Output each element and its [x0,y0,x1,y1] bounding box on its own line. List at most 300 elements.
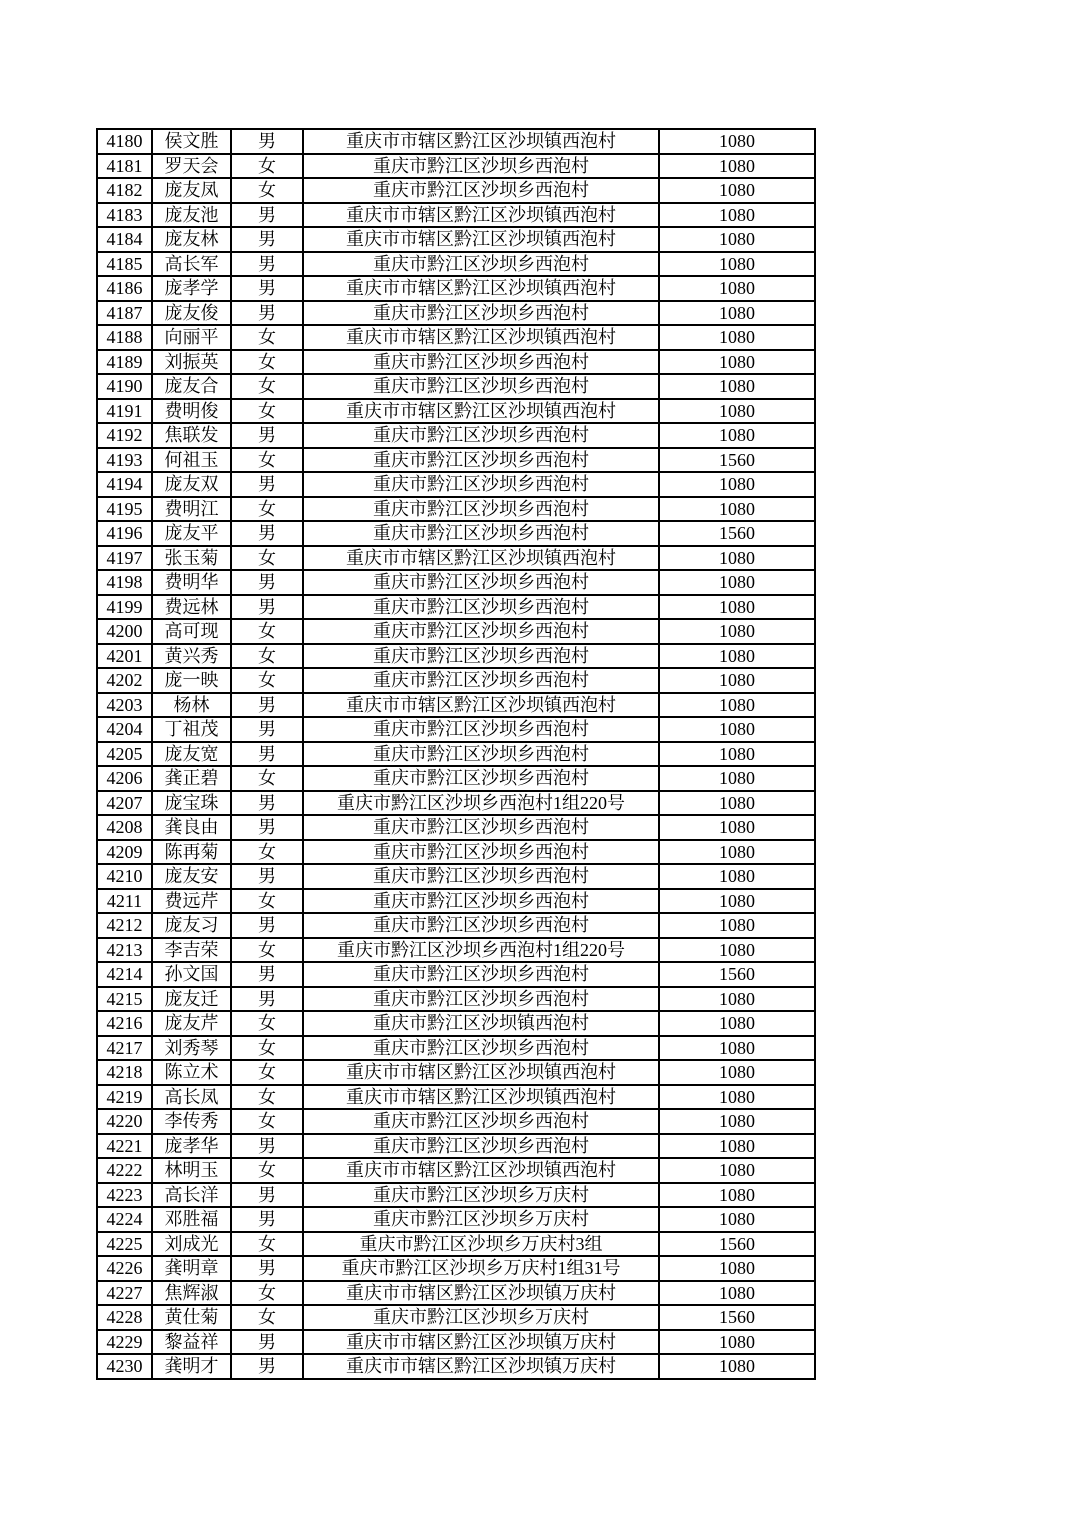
cell-address: 重庆市市辖区黔江区沙坝镇西泡村 [303,1085,659,1110]
table-row [97,252,815,277]
cell-amount: 1080 [659,913,815,938]
cell-gender: 男 [231,791,303,816]
table-row [97,1232,815,1257]
cell-name: 陈立术 [152,1060,231,1085]
cell-address: 重庆市市辖区黔江区沙坝镇西泡村 [303,693,659,718]
cell-serial: 4191 [97,399,152,424]
cell-serial: 4216 [97,1011,152,1036]
cell-gender: 男 [231,693,303,718]
cell-name: 庞友合 [152,374,231,399]
table-row [97,399,815,424]
table-row [97,668,815,693]
cell-gender: 男 [231,1354,303,1379]
cell-address: 重庆市黔江区沙坝乡西泡村 [303,570,659,595]
cell-amount: 1080 [659,1330,815,1355]
cell-gender: 女 [231,619,303,644]
cell-amount: 1080 [659,1158,815,1183]
cell-serial: 4196 [97,521,152,546]
cell-serial: 4221 [97,1134,152,1159]
cell-amount: 1080 [659,350,815,375]
cell-gender: 男 [231,301,303,326]
cell-amount: 1080 [659,693,815,718]
cell-serial: 4183 [97,203,152,228]
cell-serial: 4218 [97,1060,152,1085]
cell-amount: 1080 [659,791,815,816]
cell-serial: 4217 [97,1036,152,1061]
cell-amount: 1080 [659,987,815,1012]
cell-name: 丁祖茂 [152,717,231,742]
cell-serial: 4194 [97,472,152,497]
cell-serial: 4182 [97,178,152,203]
cell-amount: 1080 [659,472,815,497]
cell-serial: 4204 [97,717,152,742]
cell-serial: 4209 [97,840,152,865]
cell-gender: 女 [231,154,303,179]
cell-serial: 4184 [97,227,152,252]
cell-address: 重庆市市辖区黔江区沙坝镇万庆村 [303,1281,659,1306]
cell-name: 罗天会 [152,154,231,179]
cell-gender: 女 [231,178,303,203]
cell-name: 黄兴秀 [152,644,231,669]
cell-serial: 4186 [97,276,152,301]
table-row [97,595,815,620]
cell-serial: 4202 [97,668,152,693]
cell-amount: 1080 [659,864,815,889]
table-row [97,546,815,571]
cell-serial: 4185 [97,252,152,277]
cell-address: 重庆市黔江区沙坝乡西泡村 [303,497,659,522]
table-row [97,987,815,1012]
table-row [97,1183,815,1208]
cell-name: 庞友双 [152,472,231,497]
cell-gender: 男 [231,227,303,252]
cell-gender: 男 [231,864,303,889]
cell-amount: 1080 [659,668,815,693]
cell-address: 重庆市市辖区黔江区沙坝镇西泡村 [303,227,659,252]
cell-address: 重庆市黔江区沙坝乡西泡村 [303,595,659,620]
cell-gender: 女 [231,1085,303,1110]
table-row [97,962,815,987]
table-row [97,1060,815,1085]
cell-serial: 4226 [97,1256,152,1281]
cell-name: 庞友芹 [152,1011,231,1036]
table-row [97,1256,815,1281]
cell-serial: 4189 [97,350,152,375]
cell-address: 重庆市黔江区沙坝乡万庆村 [303,1207,659,1232]
cell-amount: 1560 [659,448,815,473]
cell-name: 龚明才 [152,1354,231,1379]
cell-gender: 女 [231,448,303,473]
cell-address: 重庆市黔江区沙坝乡西泡村 [303,766,659,791]
cell-address: 重庆市黔江区沙坝乡西泡村1组220号 [303,938,659,963]
cell-gender: 男 [231,1183,303,1208]
table-row [97,448,815,473]
cell-name: 高长军 [152,252,231,277]
cell-gender: 女 [231,546,303,571]
cell-serial: 4201 [97,644,152,669]
cell-name: 刘成光 [152,1232,231,1257]
cell-amount: 1080 [659,325,815,350]
cell-amount: 1080 [659,546,815,571]
cell-address: 重庆市黔江区沙坝乡西泡村 [303,913,659,938]
cell-gender: 男 [231,129,303,154]
cell-address: 重庆市市辖区黔江区沙坝镇万庆村 [303,1354,659,1379]
cell-name: 庞友池 [152,203,231,228]
table-row [97,1036,815,1061]
cell-address: 重庆市黔江区沙坝乡西泡村 [303,350,659,375]
cell-amount: 1080 [659,1085,815,1110]
cell-gender: 男 [231,521,303,546]
table-row [97,423,815,448]
cell-gender: 女 [231,840,303,865]
cell-gender: 男 [231,570,303,595]
cell-name: 刘秀琴 [152,1036,231,1061]
cell-amount: 1560 [659,521,815,546]
cell-serial: 4205 [97,742,152,767]
cell-address: 重庆市黔江区沙坝乡西泡村 [303,423,659,448]
cell-address: 重庆市黔江区沙坝乡西泡村 [303,864,659,889]
cell-name: 向丽平 [152,325,231,350]
table-row [97,791,815,816]
cell-gender: 女 [231,497,303,522]
cell-name: 焦辉淑 [152,1281,231,1306]
cell-name: 邓胜福 [152,1207,231,1232]
cell-gender: 女 [231,766,303,791]
cell-address: 重庆市市辖区黔江区沙坝镇西泡村 [303,276,659,301]
table-row [97,374,815,399]
cell-address: 重庆市黔江区沙坝乡西泡村 [303,448,659,473]
table-row [97,1109,815,1134]
cell-serial: 4188 [97,325,152,350]
cell-address: 重庆市黔江区沙坝乡西泡村 [303,962,659,987]
cell-address: 重庆市黔江区沙坝乡西泡村 [303,154,659,179]
cell-name: 费远芹 [152,889,231,914]
table-row [97,570,815,595]
cell-amount: 1080 [659,374,815,399]
table-row [97,1281,815,1306]
beneficiary-table [96,128,816,1380]
cell-address: 重庆市黔江区沙坝乡西泡村 [303,742,659,767]
table-row [97,325,815,350]
cell-amount: 1080 [659,595,815,620]
cell-name: 龚正碧 [152,766,231,791]
cell-address: 重庆市市辖区黔江区沙坝镇西泡村 [303,399,659,424]
table-row [97,154,815,179]
cell-amount: 1080 [659,644,815,669]
cell-gender: 男 [231,472,303,497]
cell-amount: 1080 [659,742,815,767]
table-row [97,644,815,669]
cell-serial: 4212 [97,913,152,938]
cell-name: 龚明章 [152,1256,231,1281]
cell-gender: 男 [231,1134,303,1159]
cell-amount: 1080 [659,1109,815,1134]
cell-amount: 1560 [659,1232,815,1257]
cell-serial: 4187 [97,301,152,326]
cell-amount: 1080 [659,154,815,179]
table-row [97,178,815,203]
cell-address: 重庆市黔江区沙坝乡西泡村1组220号 [303,791,659,816]
cell-serial: 4223 [97,1183,152,1208]
table-row [97,350,815,375]
cell-name: 孙文国 [152,962,231,987]
cell-gender: 女 [231,399,303,424]
cell-amount: 1080 [659,252,815,277]
cell-serial: 4220 [97,1109,152,1134]
cell-name: 何祖玉 [152,448,231,473]
cell-address: 重庆市黔江区沙坝乡西泡村 [303,374,659,399]
cell-amount: 1080 [659,717,815,742]
cell-amount: 1080 [659,1281,815,1306]
table-row [97,1305,815,1330]
cell-serial: 4193 [97,448,152,473]
cell-address: 重庆市黔江区沙坝乡西泡村 [303,178,659,203]
table-row [97,276,815,301]
table-row [97,815,815,840]
cell-name: 费远林 [152,595,231,620]
cell-name: 陈再菊 [152,840,231,865]
table-row [97,1085,815,1110]
cell-amount: 1080 [659,766,815,791]
cell-name: 庞宝珠 [152,791,231,816]
cell-address: 重庆市黔江区沙坝乡万庆村 [303,1183,659,1208]
cell-name: 庞一映 [152,668,231,693]
cell-amount: 1560 [659,962,815,987]
cell-amount: 1080 [659,815,815,840]
cell-amount: 1080 [659,619,815,644]
cell-name: 费明华 [152,570,231,595]
cell-serial: 4190 [97,374,152,399]
cell-serial: 4225 [97,1232,152,1257]
cell-amount: 1080 [659,570,815,595]
cell-serial: 4200 [97,619,152,644]
cell-amount: 1080 [659,840,815,865]
cell-amount: 1080 [659,276,815,301]
cell-name: 庞友俊 [152,301,231,326]
cell-address: 重庆市黔江区沙坝乡西泡村 [303,619,659,644]
cell-serial: 4198 [97,570,152,595]
cell-name: 高可现 [152,619,231,644]
cell-gender: 女 [231,1109,303,1134]
cell-amount: 1080 [659,1060,815,1085]
cell-gender: 女 [231,374,303,399]
cell-gender: 男 [231,815,303,840]
cell-gender: 男 [231,1330,303,1355]
cell-address: 重庆市市辖区黔江区沙坝镇西泡村 [303,1158,659,1183]
cell-amount: 1080 [659,301,815,326]
cell-address: 重庆市黔江区沙坝镇西泡村 [303,1011,659,1036]
cell-address: 重庆市市辖区黔江区沙坝镇西泡村 [303,325,659,350]
cell-amount: 1080 [659,227,815,252]
table-row [97,129,815,154]
cell-gender: 女 [231,350,303,375]
cell-gender: 女 [231,1060,303,1085]
cell-address: 重庆市黔江区沙坝乡西泡村 [303,668,659,693]
cell-address: 重庆市黔江区沙坝乡西泡村 [303,815,659,840]
cell-serial: 4195 [97,497,152,522]
cell-gender: 男 [231,1207,303,1232]
cell-gender: 女 [231,938,303,963]
table-row [97,301,815,326]
table-row [97,938,815,963]
cell-gender: 女 [231,1158,303,1183]
cell-serial: 4181 [97,154,152,179]
cell-name: 焦联发 [152,423,231,448]
cell-address: 重庆市市辖区黔江区沙坝镇西泡村 [303,203,659,228]
cell-address: 重庆市黔江区沙坝乡万庆村3组 [303,1232,659,1257]
cell-amount: 1080 [659,178,815,203]
cell-serial: 4227 [97,1281,152,1306]
cell-address: 重庆市黔江区沙坝乡西泡村 [303,889,659,914]
cell-address: 重庆市黔江区沙坝乡西泡村 [303,987,659,1012]
cell-name: 庞友安 [152,864,231,889]
cell-address: 重庆市黔江区沙坝乡西泡村 [303,252,659,277]
cell-serial: 4203 [97,693,152,718]
table-row [97,766,815,791]
cell-amount: 1080 [659,1354,815,1379]
cell-gender: 男 [231,595,303,620]
table-row [97,1330,815,1355]
cell-name: 杨林 [152,693,231,718]
cell-name: 黄仕菊 [152,1305,231,1330]
cell-amount: 1560 [659,1305,815,1330]
cell-amount: 1080 [659,1011,815,1036]
cell-name: 庞友习 [152,913,231,938]
cell-serial: 4208 [97,815,152,840]
table-row [97,717,815,742]
cell-gender: 男 [231,962,303,987]
cell-gender: 女 [231,644,303,669]
cell-gender: 男 [231,252,303,277]
cell-serial: 4206 [97,766,152,791]
cell-name: 黎益祥 [152,1330,231,1355]
cell-serial: 4180 [97,129,152,154]
cell-amount: 1080 [659,1256,815,1281]
cell-name: 庞孝学 [152,276,231,301]
cell-amount: 1080 [659,938,815,963]
cell-address: 重庆市黔江区沙坝乡万庆村 [303,1305,659,1330]
cell-address: 重庆市黔江区沙坝乡西泡村 [303,301,659,326]
cell-serial: 4197 [97,546,152,571]
cell-name: 高长凤 [152,1085,231,1110]
cell-address: 重庆市黔江区沙坝乡西泡村 [303,840,659,865]
table-row [97,913,815,938]
cell-name: 张玉菊 [152,546,231,571]
cell-name: 费明江 [152,497,231,522]
table-row [97,1354,815,1379]
cell-name: 庞孝华 [152,1134,231,1159]
cell-gender: 男 [231,423,303,448]
cell-address: 重庆市市辖区黔江区沙坝镇西泡村 [303,546,659,571]
cell-gender: 男 [231,742,303,767]
cell-gender: 女 [231,1281,303,1306]
cell-address: 重庆市黔江区沙坝乡万庆村1组31号 [303,1256,659,1281]
cell-gender: 男 [231,987,303,1012]
cell-amount: 1080 [659,399,815,424]
cell-address: 重庆市黔江区沙坝乡西泡村 [303,1109,659,1134]
cell-serial: 4219 [97,1085,152,1110]
cell-gender: 男 [231,717,303,742]
cell-serial: 4211 [97,889,152,914]
cell-serial: 4229 [97,1330,152,1355]
cell-name: 林明玉 [152,1158,231,1183]
cell-gender: 男 [231,203,303,228]
cell-address: 重庆市市辖区黔江区沙坝镇西泡村 [303,1060,659,1085]
table-row [97,619,815,644]
table-row [97,1207,815,1232]
table-body [97,129,815,1379]
cell-name: 高长洋 [152,1183,231,1208]
cell-serial: 4210 [97,864,152,889]
cell-serial: 4214 [97,962,152,987]
cell-gender: 女 [231,889,303,914]
cell-name: 龚良由 [152,815,231,840]
cell-name: 刘振英 [152,350,231,375]
cell-serial: 4199 [97,595,152,620]
cell-serial: 4207 [97,791,152,816]
table-row [97,693,815,718]
table-row [97,227,815,252]
table-row [97,203,815,228]
cell-name: 侯文胜 [152,129,231,154]
cell-amount: 1080 [659,497,815,522]
cell-address: 重庆市市辖区黔江区沙坝镇西泡村 [303,129,659,154]
cell-gender: 男 [231,913,303,938]
cell-amount: 1080 [659,1207,815,1232]
cell-name: 费明俊 [152,399,231,424]
cell-amount: 1080 [659,129,815,154]
table-row [97,497,815,522]
cell-gender: 女 [231,1305,303,1330]
cell-name: 庞友宽 [152,742,231,767]
cell-name: 庞友迁 [152,987,231,1012]
table-row [97,742,815,767]
cell-name: 李传秀 [152,1109,231,1134]
cell-amount: 1080 [659,203,815,228]
cell-gender: 女 [231,1011,303,1036]
cell-gender: 女 [231,1232,303,1257]
cell-address: 重庆市黔江区沙坝乡西泡村 [303,1134,659,1159]
cell-serial: 4224 [97,1207,152,1232]
cell-amount: 1080 [659,889,815,914]
cell-serial: 4222 [97,1158,152,1183]
cell-amount: 1080 [659,1134,815,1159]
cell-serial: 4230 [97,1354,152,1379]
cell-serial: 4213 [97,938,152,963]
cell-address: 重庆市黔江区沙坝乡西泡村 [303,1036,659,1061]
table-row [97,472,815,497]
table-row [97,864,815,889]
cell-address: 重庆市市辖区黔江区沙坝镇万庆村 [303,1330,659,1355]
table-row [97,521,815,546]
cell-amount: 1080 [659,423,815,448]
cell-serial: 4228 [97,1305,152,1330]
cell-amount: 1080 [659,1036,815,1061]
cell-gender: 女 [231,1036,303,1061]
cell-address: 重庆市黔江区沙坝乡西泡村 [303,717,659,742]
cell-serial: 4192 [97,423,152,448]
cell-address: 重庆市黔江区沙坝乡西泡村 [303,644,659,669]
cell-name: 庞友凤 [152,178,231,203]
cell-name: 李吉荣 [152,938,231,963]
cell-gender: 男 [231,1256,303,1281]
cell-name: 庞友平 [152,521,231,546]
cell-gender: 女 [231,325,303,350]
cell-address: 重庆市黔江区沙坝乡西泡村 [303,472,659,497]
table-row [97,840,815,865]
cell-address: 重庆市黔江区沙坝乡西泡村 [303,521,659,546]
cell-serial: 4215 [97,987,152,1012]
